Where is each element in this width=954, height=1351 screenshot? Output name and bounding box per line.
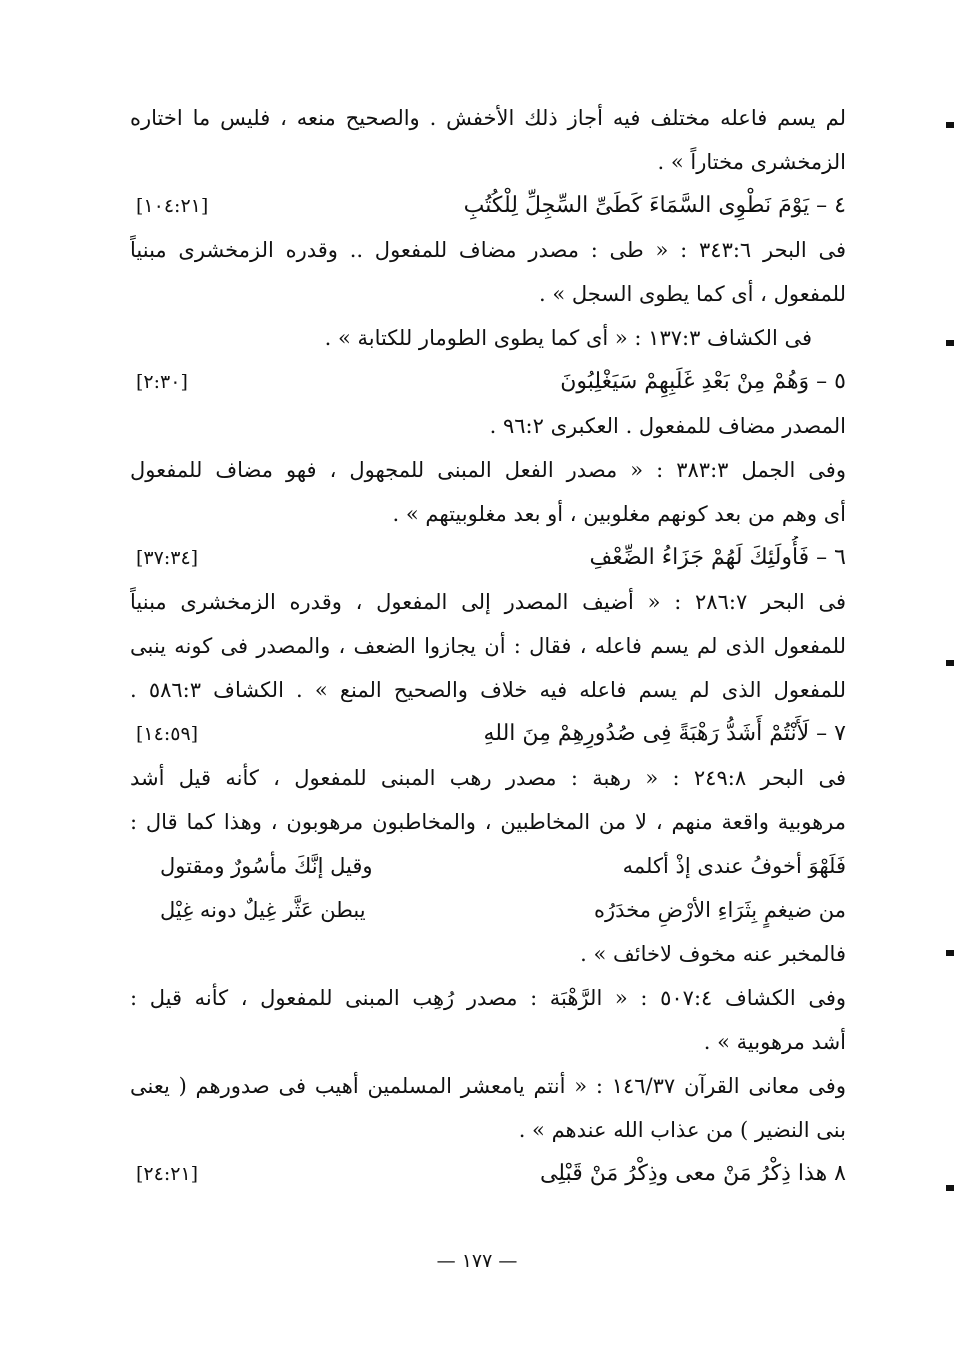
margin-mark (946, 950, 954, 956)
poem-verse (130, 888, 846, 932)
quran-verse: ٨ هذا ذِكْرُ مَنْ معى وذِكْرُ مَنْ قَبْلِى (539, 1161, 846, 1186)
quran-verse: ٦ – فَأُولَئِكَ لَهُمْ جَزَاءُ الضِّعْفِ (589, 545, 846, 570)
text-line: أشد مرهوبية » . (703, 1030, 846, 1054)
verse-reference: [٢٤:٢١] (136, 1163, 199, 1185)
text-line: بنى النضير ) من عذاب الله عندهم » . (518, 1118, 846, 1142)
margin-mark (946, 1185, 954, 1191)
text-line: وفى الجمل ٣٨٣:٣ : « مصدر الفعل المبنى للمجهول ، فهو مضاف للمفعول (130, 458, 846, 482)
quran-verse: ٤ – يَوْمَ نَطْوِى السَّمَاءَ كَطَىِّ السِّجِلِّ لِلْكُتُبِ (463, 193, 846, 218)
text-line: للمفعول الذى لم يسم فاعله ، فقال : أن يجازوا الضعف ، والمصدر فى كونه ينبى (130, 634, 846, 658)
quran-verse: ٥ – وَهُمْ مِنْ بَعْدِ غَلَبِهِمْ سَيَغْلِبُونَ (560, 369, 846, 394)
page-number: — ١٧٧ — (436, 1250, 518, 1272)
verse-reference: [٣٧:٣٤] (136, 547, 199, 569)
poem-hemistich: فَلَهْوَ أخوفُ عندى إذْ أكلمه (622, 854, 846, 878)
text-line: المصدر مضاف للمفعول . العكبرى ٩٦:٢ . (489, 414, 846, 438)
poem-hemistich: وقيل إنَّكَ مأسُورٌ ومقتول (160, 854, 373, 878)
verse-reference: [١٤:٥٩] (136, 723, 199, 745)
verse-reference: [٢:٣٠] (136, 371, 188, 393)
verse-entry (130, 712, 846, 756)
quran-verse: ٧ – لَأَنْتُمْ أَشَدُّ رَهْبَةً فِى صُدُورِهِمْ مِنَ اللهِ (483, 721, 846, 746)
text-line: فى البحر ٣٤٣:٦ : « طى : مصدر مضاف للمفعول .. وقدره الزمخشرى مبنياً (130, 238, 846, 262)
text-line: الزمخشرى مختاراً » . (657, 150, 846, 174)
margin-mark (946, 340, 954, 346)
text-line: وفى الكشاف ٥٠٧:٤ : « الرَّهْبَة : مصدر رُهِب المبنى للمفعول ، كأنه قيل : (130, 986, 846, 1010)
text-line: فى الكشاف ١٣٧:٣ : « أى كما يطوى الطومار للكتابة » . (324, 326, 812, 350)
poem-verse (130, 844, 846, 888)
text-line: لم يسم فاعله مختلف فيه أجاز ذلك الأخفش . والصحيح منعه ، فليس ما اختاره (130, 106, 846, 130)
text-line: أى وهم من بعد كونهم مغلوبين ، أو بعد مغلوبيتهم » . (392, 502, 846, 526)
verse-entry (130, 536, 846, 580)
text-line: للمفعول الذى لم يسم فاعله فيه خلاف والصحيح المنع » . الكشاف ٥٨٦:٣ . (130, 678, 846, 702)
text-line: فالمخبر عنه مخوف لاخائف » . (580, 942, 846, 966)
margin-mark (946, 122, 954, 128)
verse-entry (130, 360, 846, 404)
text-line: وفى معانى القرآن ١٤٦/٣٧ : « أنتم يامعشر المسلمين أهيب فى صدورهم ( يعنى (130, 1074, 846, 1098)
text-line: فى البحر ٢٤٩:٨ : « رهبة : مصدر رهب المبنى للمفعول ، كأنه قيل أشد (130, 766, 846, 790)
margin-mark (946, 660, 954, 666)
text-line: للمفعول ، أى كما يطوى السجل » . (539, 282, 846, 306)
text-line: مرهوبية واقعة منهم ، لا من المخاطبين ، والمخاطبون مرهوبون ، وهذا كما قال : (130, 810, 846, 834)
text-line: فى البحر ٢٨٦:٧ : « أضيف المصدر إلى المفعول ، وقدره الزمخشرى مبنياً (130, 590, 846, 614)
poem-hemistich: من ضيغمٍ بِثَرَاءِ الأرْضِ مخدَرُه (594, 898, 846, 922)
verse-reference: [١٠٤:٢١] (136, 195, 209, 217)
poem-hemistich: يبطن عَثَّر غِيلٌ دونه غِيْل (160, 898, 366, 922)
verse-entry (130, 1152, 846, 1196)
verse-entry (130, 184, 846, 228)
page-body (130, 96, 846, 1196)
